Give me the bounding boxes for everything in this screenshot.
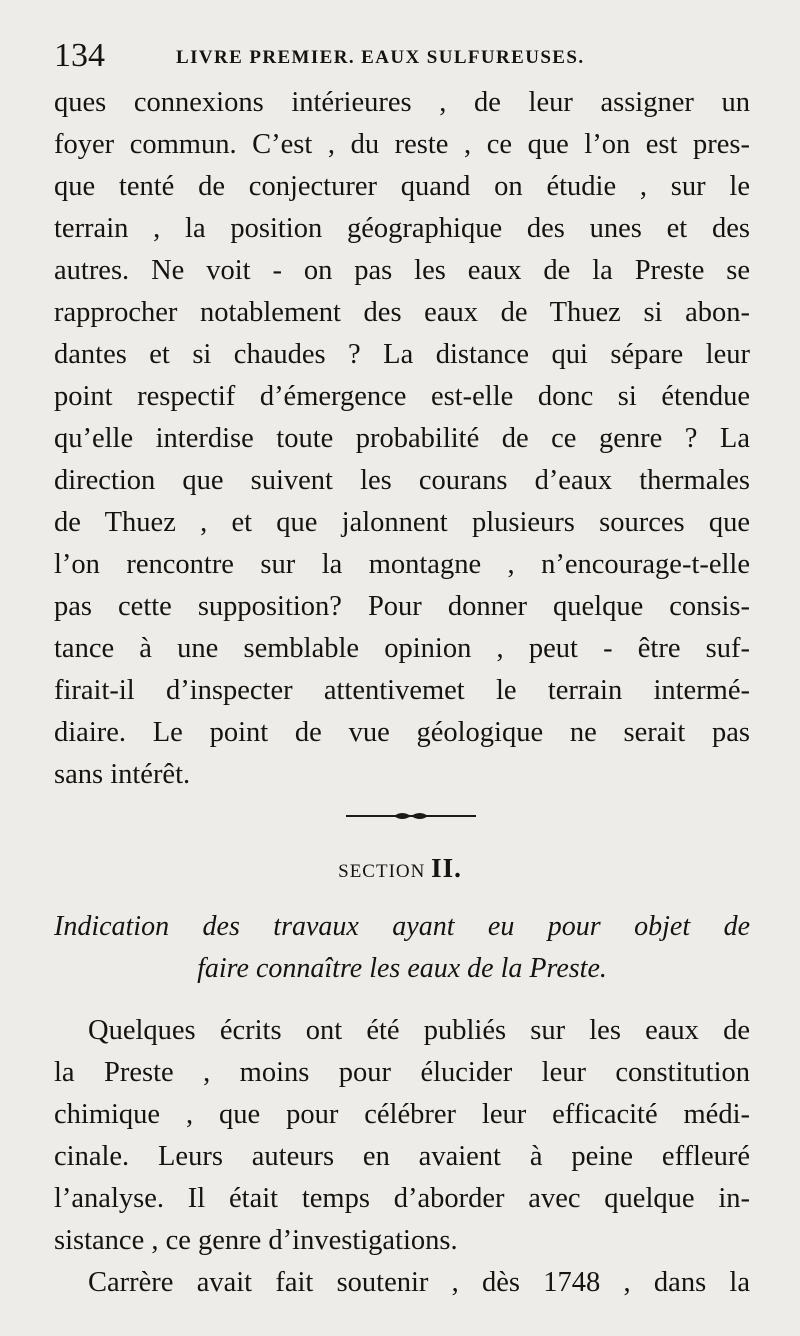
text-line: foyer commun. C’est , du reste , ce que l’on est pres- — [54, 129, 750, 160]
text-line: qu’elle interdise toute probabilité de ce genre ? La — [54, 423, 750, 454]
section-title-line: faire connaître les eaux de la Preste. — [197, 953, 607, 984]
page-header — [54, 36, 748, 76]
text-line: direction que suivent les courans d’eaux thermales — [54, 465, 750, 496]
section-divider-ornament — [346, 810, 476, 822]
paragraph — [54, 1010, 750, 1304]
text-line: terrain , la position géographique des unes et des — [54, 213, 750, 244]
text-line: sistance , ce genre d’investigations. — [54, 1225, 458, 1256]
text-line: cinale. Leurs auteurs en avaient à peine effleuré — [54, 1141, 750, 1172]
text-line: diaire. Le point de vue géologique ne serait pas — [54, 717, 750, 748]
text-line: la Preste , moins pour élucider leur constitution — [54, 1057, 750, 1088]
text-line: sans intérêt. — [54, 759, 191, 790]
text-line: rapprocher notablement des eaux de Thuez si abon- — [54, 297, 750, 328]
text-line: tance à une semblable opinion , peut - être suf- — [54, 633, 750, 664]
text-line: ques connexions intérieures , de leur assigner un — [54, 87, 750, 118]
text-line: pas cette supposition? Pour donner quelque consis- — [54, 591, 750, 622]
text-line: de Thuez , et que jalonnent plusieurs sources que — [54, 507, 750, 538]
text-line: l’analyse. Il était temps d’aborder avec quelque in- — [54, 1183, 750, 1214]
text-line: l’on rencontre sur la montagne , n’encourage-t-elle — [54, 549, 750, 580]
text-line: autres. Ne voit - on pas les eaux de la Preste se — [54, 255, 750, 286]
running-head: LIVRE PREMIER. EAUX SULFUREUSES. — [176, 47, 585, 68]
text-line: chimique , que pour célébrer leur efficacité médi- — [54, 1099, 750, 1130]
section-label-text: SECTION — [338, 861, 426, 882]
text-line: firait-il d’inspecter attentivemet le terrain intermé- — [54, 675, 750, 706]
text-line: Quelques écrits ont été publiés sur les eaux de — [88, 1015, 750, 1046]
paragraph-continued — [54, 82, 750, 796]
text-line: que tenté de conjecturer quand on étudie , sur le — [54, 171, 750, 202]
text-line: Carrère avait fait soutenir , dès 1748 , dans la — [88, 1267, 750, 1298]
section-number: II. — [431, 853, 462, 883]
section-title — [54, 906, 750, 990]
text-line: dantes et si chaudes ? La distance qui sépare leur — [54, 339, 750, 370]
section-heading — [0, 850, 800, 890]
section-title-line: Indication des travaux ayant eu pour objet de — [54, 911, 750, 942]
page-number: 134 — [54, 37, 105, 74]
text-line: point respectif d’émergence est-elle donc si étendue — [54, 381, 750, 412]
